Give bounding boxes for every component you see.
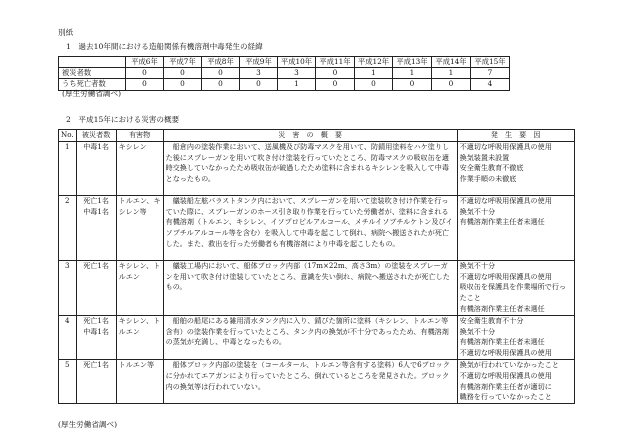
- disaster-table: [58, 129, 575, 404]
- cause-line: 安全衛生教育不十分: [459, 315, 524, 325]
- table-cell: 0: [316, 68, 355, 79]
- section2-title: 2 平成15年における災害の概要: [66, 115, 180, 124]
- causes-cell: [457, 315, 574, 359]
- table-row: [59, 359, 575, 403]
- overview-cell: 船舶の船尾にある雑用清水タンク内に入り、錆びた箇所に塗料（キシレン、トルエン等含有）の塗装作業を行っていたところ、タンク内の換気が不十分であったため、有機溶剤の蒸気が充満し、中毒となったもの。: [163, 315, 457, 359]
- victims-line: 死亡1名: [83, 195, 109, 205]
- causes-cell: [457, 195, 574, 260]
- table-cell: 0: [432, 79, 471, 90]
- substance-line: ルエン: [118, 271, 140, 281]
- cause-line: 不適切な呼吸用保護具の使用: [459, 195, 552, 205]
- substance-line: トルエン等: [118, 359, 155, 369]
- overview-cell: 艤装船左舷バラストタンク内において、スプレーガンを用いて塗装吹き付け作業を行っていた際に、スプレーガンのホース引き取り作業を行っていた労働者が、塗料に含まれる有機溶剤（トルエン、キシレン、イソプロピルアルコール、メチルイソブチルケトン及びイソブチルアルコール等を含む）を吸入して中毒を起こして倒れ、病院へ搬送されたが死亡した。また、救出を行った労働者も有機溶剤により中毒を起こしたもの。: [163, 195, 457, 260]
- overview-cell: 船倉内の塗装作業において、送風機及び防毒マスクを用いて、防錆用塗料をハケ塗りした後にスプレーガンを用いて吹き付け塗装を行っていたところ、防毒マスクの吸収缶を適時交換していなかったため吸収缶が破過したため塗料に含まれるキシレンを吸入して中毒となったもの。: [163, 141, 457, 195]
- substance-line: キシレン、ト: [118, 315, 161, 325]
- cause-line: 職務を行っていなかったこと: [459, 392, 552, 402]
- victims-line: 死亡1名: [83, 359, 109, 369]
- substance-line: トルエン、キ: [118, 195, 161, 205]
- table-cell: 0: [126, 79, 164, 90]
- history-row-deaths: [59, 79, 510, 90]
- year-header: 平成15年: [471, 57, 510, 68]
- causes-cell: [457, 359, 574, 403]
- victims-cell: [76, 315, 116, 359]
- section1-source: (厚生労働省調べ): [62, 89, 122, 98]
- substance-line: キシレン、ト: [118, 260, 161, 270]
- cause-line: 換気不十分: [459, 206, 496, 216]
- table-row: [59, 195, 575, 260]
- row-number: 4: [59, 315, 77, 359]
- table-row: [59, 315, 575, 359]
- cause-line: 有機溶剤作業主任者が適切に: [459, 381, 552, 391]
- table-cell: 3: [278, 68, 316, 79]
- table-cell: 3: [240, 68, 278, 79]
- cause-line: 有機溶剤作業主任者未選任: [459, 337, 545, 347]
- cause-line: たこと: [459, 293, 481, 303]
- cause-line: 不適切な呼吸用保護具の使用: [459, 271, 552, 281]
- header-victims: 被災者数: [76, 130, 116, 142]
- header-substance: 有害物: [116, 130, 163, 142]
- year-header: 平成11年: [316, 57, 355, 68]
- table-row: [59, 141, 575, 195]
- substance-cell: [116, 141, 163, 195]
- table-cell: 0: [355, 79, 393, 90]
- table-cell: 0: [126, 68, 164, 79]
- year-header: 平成9年: [240, 57, 278, 68]
- table-cell: 0: [316, 79, 355, 90]
- victims-line: 中毒1名: [83, 326, 109, 336]
- year-header: 平成14年: [432, 57, 471, 68]
- table-row: [59, 260, 575, 315]
- table-cell: 4: [471, 79, 510, 90]
- annex-label: 別紙: [58, 28, 74, 37]
- victims-cell: [76, 359, 116, 403]
- victims-cell: [76, 260, 116, 315]
- year-header: 平成10年: [278, 57, 316, 68]
- substance-cell: [116, 260, 163, 315]
- substance-line: ルエン: [118, 326, 140, 336]
- disaster-header-row: [59, 130, 575, 142]
- table-cell: 1: [278, 79, 316, 90]
- victims-line: 死亡1名: [83, 315, 109, 325]
- cause-line: 換気不十分: [459, 260, 496, 270]
- cause-line: 換気が行われていなかったこと: [459, 359, 559, 369]
- history-table: [58, 56, 510, 91]
- overview-cell: 船体ブロック内部の塗装を（コールタール、トルエン等含有する塗料）6人で6ブロックに分かれてエアガンにより行っていたところ、倒れているところを発見された。ブロック内の換気等は行われていない。: [163, 359, 457, 403]
- row-number: 5: [59, 359, 77, 403]
- substance-cell: [116, 359, 163, 403]
- causes-cell: [457, 141, 574, 195]
- table-cell: 0: [393, 79, 432, 90]
- header-no: No.: [59, 130, 77, 142]
- victims-line: 中毒1名: [83, 206, 109, 216]
- row-label: 被災者数: [59, 68, 126, 79]
- row-label: うち死亡者数: [59, 79, 126, 90]
- table-cell: 0: [240, 79, 278, 90]
- row-number: 1: [59, 141, 77, 195]
- table-cell: 7: [471, 68, 510, 79]
- header-overview: 災 害 の 概 要: [163, 130, 457, 142]
- year-header: 平成6年: [126, 57, 164, 68]
- year-header: 平成7年: [164, 57, 202, 68]
- causes-cell: [457, 260, 574, 315]
- table-cell: 1: [432, 68, 471, 79]
- table-cell: 0: [164, 79, 202, 90]
- victims-cell: [76, 195, 116, 260]
- history-corner-cell: [59, 57, 126, 68]
- cause-line: 安全衛生教育不徹底: [459, 163, 524, 173]
- year-header: 平成8年: [202, 57, 240, 68]
- history-row-victims: [59, 68, 510, 79]
- row-number: 3: [59, 260, 77, 315]
- victims-line: 中毒1名: [83, 141, 109, 151]
- cause-line: 不適切な呼吸用保護具の使用: [459, 348, 552, 358]
- substance-line: キシレン: [118, 141, 147, 151]
- cause-line: 不適切な呼吸用保護具の使用: [459, 370, 552, 380]
- year-header: 平成12年: [355, 57, 393, 68]
- substance-line: シレン等: [118, 206, 147, 216]
- table-cell: 1: [355, 68, 393, 79]
- victims-cell: [76, 141, 116, 195]
- table-cell: 0: [202, 68, 240, 79]
- cause-line: 換気不十分: [459, 326, 496, 336]
- cause-line: 有機溶剤作業主任者未選任: [459, 217, 545, 227]
- history-header-row: [59, 57, 510, 68]
- year-header: 平成13年: [393, 57, 432, 68]
- cause-line: 有機溶剤作業主任者未選任: [459, 303, 545, 313]
- cause-line: 不適切な呼吸用保護具の使用: [459, 141, 552, 151]
- substance-cell: [116, 195, 163, 260]
- table-cell: 1: [393, 68, 432, 79]
- section2-source: (厚生労働省調べ): [58, 420, 118, 429]
- cause-line: 作業手順の未徹底: [459, 174, 517, 184]
- row-number: 2: [59, 195, 77, 260]
- header-causes: 発 生 要 因: [457, 130, 574, 142]
- overview-cell: 艤装工場内において、船体ブロック内部（17m×22m、高さ3m）の塗装をスプレーガンを用いて吹き付け塗装していたところ、意識を失い倒れ、病院へ搬送されたが死亡したもの。: [163, 260, 457, 315]
- substance-cell: [116, 315, 163, 359]
- cause-line: 吸収缶を保護具を作業場所で行っ: [459, 282, 567, 292]
- victims-line: 死亡1名: [83, 260, 109, 270]
- table-cell: 0: [202, 79, 240, 90]
- cause-line: 換気装置未設置: [459, 152, 510, 162]
- table-cell: 0: [164, 68, 202, 79]
- section1-title: 1 過去10年間における造船関係有機溶剤中毒発生の経緯: [66, 42, 263, 51]
